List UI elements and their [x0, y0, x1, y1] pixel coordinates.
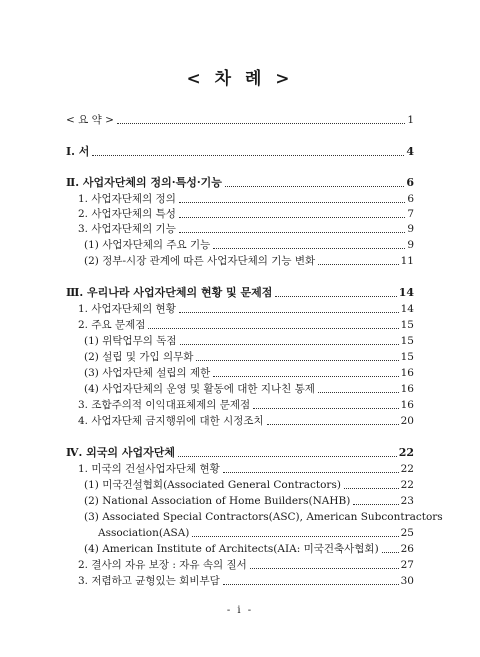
toc-entry-section — [78, 414, 414, 428]
toc-entry-page: 14 — [398, 286, 414, 299]
toc-entry-label: (4) 사업자단체의 운영 및 활동에 대한 지나친 통제 — [84, 383, 315, 395]
toc-entry-page: 11 — [400, 255, 414, 267]
dot-leader — [178, 456, 397, 457]
toc-entry-label: Association(ASA) — [98, 527, 190, 539]
dot-leader — [180, 344, 399, 345]
dot-leader — [192, 536, 398, 537]
dot-leader — [250, 568, 399, 569]
toc-entry-page: 6 — [406, 176, 414, 189]
toc-entry-label: 1. 미국의 건설사업자단체 현황 — [78, 463, 220, 475]
toc-entry-section — [78, 222, 414, 236]
toc-entry-chapter-4 — [66, 446, 414, 460]
toc-entry-label: 1. 사업자단체의 현황 — [78, 303, 176, 315]
toc-entry-label: 3. 저렴하고 균형있는 회비부담 — [78, 575, 220, 587]
dot-leader — [267, 424, 399, 425]
toc-entry-label: (1) 위탁업무의 독점 — [84, 335, 177, 347]
dot-leader — [179, 202, 405, 203]
dot-leader — [213, 248, 405, 249]
toc-entry-subsection — [84, 350, 414, 364]
dot-leader — [179, 232, 405, 233]
dot-leader — [344, 488, 399, 489]
toc-entry-page: 9 — [407, 239, 414, 251]
toc-entry-page: 22 — [400, 463, 414, 475]
dot-leader — [382, 552, 399, 553]
toc-entry-label: Ⅰ. 서 — [66, 145, 90, 158]
toc-entry-page: 6 — [407, 193, 414, 205]
toc-entry-label: 2. 결사의 자유 보장 : 자유 속의 질서 — [78, 559, 247, 571]
toc-entry-label: Ⅱ. 사업자단체의 정의·특성·기능 — [66, 176, 222, 189]
dot-leader — [179, 217, 405, 218]
dot-leader — [318, 264, 398, 265]
toc-entry-section — [78, 574, 414, 588]
toc-entry-section — [78, 462, 414, 476]
toc-entry-page: 15 — [400, 351, 414, 363]
toc-entry-label: 3. 조합주의적 이익대표체제의 문제점 — [78, 399, 251, 411]
toc-entry-label: 3. 사업자단체의 기능 — [78, 223, 176, 235]
dot-leader — [353, 504, 398, 505]
toc-entry-label: (3) Associated Special Contractors(ASC), American Subcontractors — [84, 511, 443, 523]
page-number-footer: - i - — [226, 605, 254, 616]
toc-entry-label: (2) National Association of Home Builders(NAHB) — [84, 495, 351, 507]
toc-entry-page: 30 — [400, 575, 414, 587]
toc-entry-subsection — [84, 542, 414, 556]
toc-entry-page: 7 — [407, 208, 414, 220]
dot-leader — [223, 584, 399, 585]
dot-leader — [318, 392, 399, 393]
dot-leader — [148, 328, 398, 329]
toc-entry-label: 1. 사업자단체의 정의 — [78, 193, 176, 205]
toc-entry-subsection — [84, 494, 414, 508]
toc-entry-chapter-1 — [66, 145, 414, 159]
toc-entry-page: 15 — [400, 319, 414, 331]
toc-entry-section — [78, 398, 414, 412]
toc-entry-page: 1 — [407, 114, 414, 126]
dot-leader — [275, 296, 396, 297]
dot-leader — [213, 376, 398, 377]
toc-entry-page: 14 — [400, 303, 414, 315]
page-title: < 차 례 > — [186, 69, 294, 89]
toc-entry-label: (1) 사업자단체의 주요 기능 — [84, 239, 211, 251]
toc-entry-label: < 요 약 > — [66, 114, 114, 126]
toc-entry-subsection — [84, 334, 414, 348]
dot-leader — [92, 155, 404, 156]
toc-entry-section — [78, 558, 414, 572]
toc-entry-chapter-2 — [66, 176, 414, 190]
toc-entry-label: (2) 설립 및 가입 의무화 — [84, 351, 194, 363]
toc-entry-page: 15 — [400, 335, 414, 347]
toc-entry-label: (2) 정부-시장 관계에 따른 사업자단체의 기능 변화 — [84, 255, 316, 267]
toc-entry-subsection — [84, 478, 414, 492]
toc-entry-label: (3) 사업자단체 설립의 제한 — [84, 367, 211, 379]
dot-leader — [117, 123, 405, 124]
toc-entry-label: (4) American Institute of Architects(AIA: 미국건축사협회) — [84, 543, 379, 555]
toc-entry-page: 4 — [406, 145, 414, 158]
toc-entry-page: 26 — [400, 543, 414, 555]
toc-entry-page: 22 — [398, 446, 414, 459]
toc-entry-page: 22 — [400, 479, 414, 491]
toc-entry-page: 20 — [400, 415, 414, 427]
toc-entry-chapter-3 — [66, 286, 414, 300]
dot-leader — [196, 360, 398, 361]
toc-entry-label: 2. 사업자단체의 특성 — [78, 208, 176, 220]
toc-entry-subsection — [84, 382, 414, 396]
toc-entry-section — [78, 302, 414, 316]
toc-entry-section — [78, 318, 414, 332]
toc-entry-subsection — [84, 238, 414, 252]
toc-entry-page: 25 — [400, 527, 414, 539]
toc-entry-page: 23 — [400, 495, 414, 507]
toc-entry-label: 4. 사업자단체 금지행위에 대한 시정조치 — [78, 415, 264, 427]
toc-entry-label: 2. 주요 문제점 — [78, 319, 146, 331]
toc-entry-page: 16 — [400, 399, 414, 411]
toc-entry-page: 16 — [400, 383, 414, 395]
toc-entry-section — [78, 192, 414, 206]
toc-entry-label: (1) 미국건설협회(Associated General Contractors) — [84, 479, 341, 491]
toc-entry-summary — [66, 113, 414, 127]
dot-leader — [253, 408, 398, 409]
toc-entry-subsection — [84, 254, 414, 268]
toc-entry-label: Ⅳ. 외국의 사업자단체 — [66, 446, 175, 459]
dot-leader — [225, 186, 404, 187]
toc-entry-subsection-continued — [98, 526, 414, 540]
toc-entry-section — [78, 207, 414, 221]
toc-entry-label: Ⅲ. 우리나라 사업자단체의 현황 및 문제점 — [66, 286, 273, 299]
toc-entry-subsection — [84, 366, 414, 380]
dot-leader — [179, 312, 399, 313]
toc-entry-page: 16 — [400, 367, 414, 379]
toc-entry-page: 9 — [407, 223, 414, 235]
dot-leader — [223, 472, 399, 473]
toc-entry-page: 27 — [400, 559, 414, 571]
toc-entry-subsection — [84, 510, 443, 524]
